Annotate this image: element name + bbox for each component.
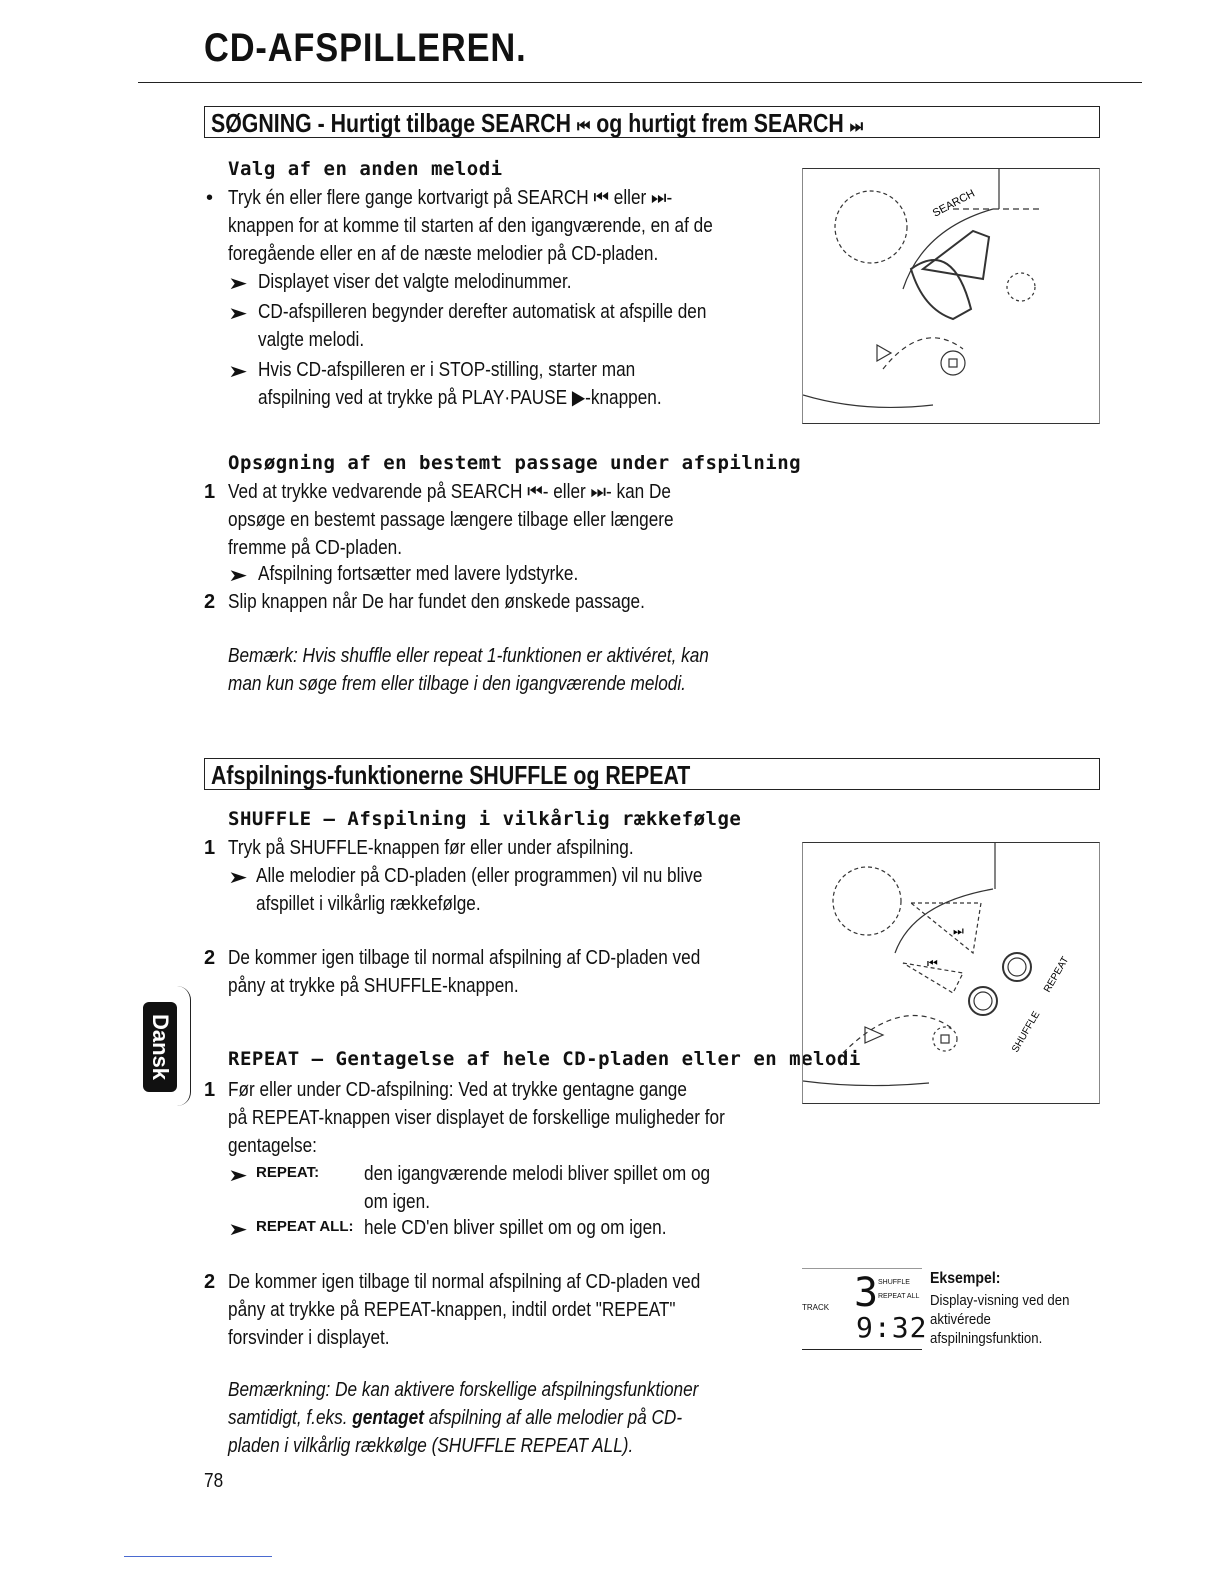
title-rule (138, 82, 1142, 83)
subheading-choose-track: Valg af en anden melodi (228, 158, 503, 180)
step-line: påny at trykke på REPEAT-knappen, indtil ordet "REPEAT" (228, 1299, 676, 1321)
language-tab-label: Dansk (148, 1013, 173, 1081)
lcd-time: 9:32 (856, 1311, 928, 1344)
scan-edge-line (124, 1556, 272, 1557)
modes-section-heading-box (204, 758, 1100, 790)
bullet-dot: • (206, 187, 214, 209)
step-line: på REPEAT-knappen viser displayet de forskellige muligheder for (228, 1107, 725, 1129)
result-arrow-icon: ➤ (228, 274, 248, 293)
example-caption-line: aktivérede (930, 1311, 991, 1328)
lcd-track-label: TRACK (802, 1303, 830, 1312)
step-line: Tryk på SHUFFLE-knappen før eller under afspilning. (228, 837, 634, 859)
note-line: pladen i vilkårlig rækkølge (SHUFFLE REPEAT ALL). (228, 1435, 634, 1457)
note-fragment: afspilning af alle melodier på CD- (423, 1407, 683, 1429)
note-fragment: samtidigt, f.eks. (228, 1407, 348, 1429)
result-line: valgte melodi. (258, 329, 365, 351)
result-line: Hvis CD-afspilleren er i STOP-stilling, starter man (258, 359, 636, 381)
device-drawing (803, 843, 1099, 1103)
step-number: 1 (204, 837, 216, 859)
step-line: De kommer igen tilbage til normal afspilning af CD-pladen ved (228, 1271, 701, 1293)
step-line: Før eller under CD-afspilning: Ved at trykke gentagne gange (228, 1079, 687, 1101)
lcd-track-digit: 3 (854, 1270, 879, 1316)
search-heading-part-a: SØGNING - Hurtigt tilbage SEARCH (211, 108, 572, 138)
step-number: 2 (204, 591, 216, 613)
bullet-line: foregående eller en af de næste melodier på CD-pladen. (228, 243, 659, 265)
step-line: De kommer igen tilbage til normal afspilning af CD-pladen ved (228, 947, 701, 969)
result-arrow-icon: ➤ (228, 566, 248, 585)
note-line: man kun søge frem eller tilbage i den igangværende melodi. (228, 673, 686, 695)
bullet-line: knappen for at komme til starten af den igangværende, en af de (228, 215, 713, 237)
result-line: Afspilning fortsætter med lavere lydstyrke. (258, 563, 579, 585)
step-line: forsvinder i displayet. (228, 1327, 390, 1349)
step-line: gentagelse: (228, 1135, 317, 1157)
subheading-find-passage: Opsøgning af en bestemt passage under afspilning (228, 452, 802, 474)
repeat-option-label: REPEAT ALL: (256, 1218, 354, 1235)
shuffle-repeat-illustration (802, 842, 1100, 1104)
search-section-heading (211, 107, 863, 142)
search-heading-part-b: og hurtigt frem SEARCH (596, 108, 844, 138)
result-line: afspilning ved at trykke på PLAY·PAUSE ▶-knappen. (258, 387, 662, 409)
result-arrow-icon: ➤ (228, 362, 248, 381)
result-arrow-icon: ➤ (228, 868, 248, 887)
illus-next-label: ⏭ (953, 924, 964, 938)
bullet-line: Tryk én eller flere gange kortvarigt på SEARCH ⏮ eller ⏭- (228, 187, 673, 209)
step-line: opsøge en bestemt passage længere tilbage eller længere (228, 509, 674, 531)
example-caption-line: Display-visning ved den (930, 1292, 1070, 1309)
note-line: Bemærkning: De kan aktivere forskellige afspilningsfunktioner (228, 1379, 699, 1401)
subheading-repeat: REPEAT – Gentagelse af hele CD-pladen eller en melodi (228, 1048, 861, 1070)
step-number: 1 (204, 1079, 216, 1101)
step-number: 2 (204, 1271, 216, 1293)
illus-repeat-label: REPEAT (1042, 954, 1072, 995)
result-line: afspillet i vilkårlig rækkefølge. (256, 893, 481, 915)
forward-icon: ⏭ (849, 116, 864, 136)
example-caption-line: afspilningsfunktion. (930, 1330, 1043, 1347)
note-line: Bemærk: Hvis shuffle eller repeat 1-funktionen er aktivéret, kan (228, 645, 709, 667)
lcd-shuffle-indicator: SHUFFLE (878, 1279, 910, 1286)
result-line: CD-afspilleren begynder derefter automatisk at afspille den (258, 301, 707, 323)
result-arrow-icon: ➤ (228, 304, 248, 323)
step-line: fremme på CD-pladen. (228, 537, 402, 559)
device-drawing (803, 169, 1099, 423)
rewind-icon: ⏮ (577, 116, 591, 136)
repeat-option-text: hele CD'en bliver spillet om og om igen. (364, 1217, 667, 1239)
step-line: påny at trykke på SHUFFLE-knappen. (228, 975, 519, 997)
example-heading: Eksempel: (930, 1270, 1001, 1287)
modes-section-heading: Afspilnings-funktionerne SHUFFLE og REPEAT (211, 760, 691, 790)
search-buttons-illustration (802, 168, 1100, 424)
note-line (228, 1404, 682, 1432)
step-number: 2 (204, 947, 216, 969)
result-line: Displayet viser det valgte melodinummer. (258, 271, 572, 293)
subheading-shuffle: SHUFFLE – Afspilning i vilkårlig rækkefølge (228, 808, 742, 830)
step-line: Ved at trykke vedvarende på SEARCH ⏮- eller ⏭- kan De (228, 481, 672, 503)
search-section-heading-box (204, 106, 1100, 138)
note-emphasis: gentaget (352, 1407, 424, 1429)
illus-search-label: SEARCH (930, 187, 977, 220)
lcd-repeat-indicator: REPEAT ALL (878, 1293, 920, 1300)
result-arrow-icon: ➤ (228, 1166, 248, 1185)
repeat-option-text: den igangværende melodi bliver spillet om og (364, 1163, 711, 1185)
lcd-example-display (802, 1268, 928, 1350)
step-number: 1 (204, 481, 216, 503)
step-line: Slip knappen når De har fundet den ønskede passage. (228, 591, 645, 613)
result-line: Alle melodier på CD-pladen (eller programmen) vil nu blive (256, 865, 703, 887)
page-number: 78 (204, 1470, 224, 1492)
page-title: CD-AFSPILLEREN. (204, 26, 527, 70)
result-arrow-icon: ➤ (228, 1220, 248, 1239)
repeat-option-text: om igen. (364, 1191, 430, 1213)
illus-prev-label: ⏮ (927, 956, 938, 970)
repeat-option-label: REPEAT: (256, 1164, 320, 1181)
illus-shuffle-label: SHUFFLE (1010, 1009, 1043, 1055)
